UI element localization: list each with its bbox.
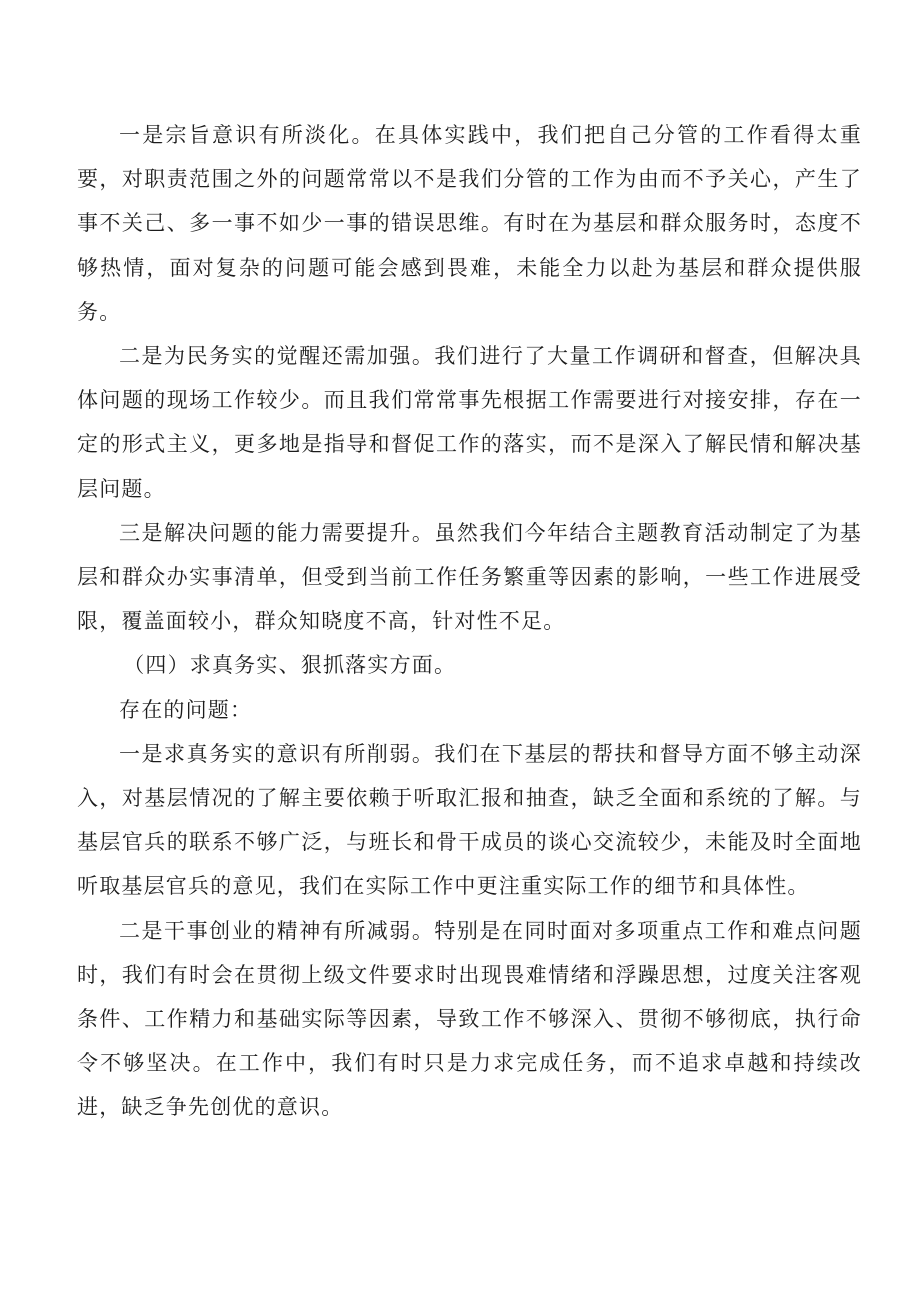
- problems-label: 存在的问题：: [119, 697, 253, 722]
- paragraph-purpose-awareness: 一是宗旨意识有所淡化。在具体实践中，我们把自己分管的工作看得太重要，对职责范围之外的问题常常以不是我们分管的工作为由而不予关心，产生了事不关己、多一事不如少一事的错误思维。有时在为基层和群众服务时，态度不够热情，面对复杂的问题可能会感到畏难，未能全力以赴为基层和群众提供服务。: [77, 123, 862, 324]
- paragraph-problem-solving: 三是解决问题的能力需要提升。虽然我们今年结合主题教育活动制定了为基层和群众办实事清单，但受到当前工作任务繁重等因素的影响，一些工作进展受限，覆盖面较小，群众知晓度不高，针对性不足。: [77, 520, 862, 634]
- section-heading: （四）求真务实、狠抓落实方面。: [123, 653, 457, 678]
- paragraph-serving-people: 二是为民务实的觉醒还需加强。我们进行了大量工作调研和督查，但解决具体问题的现场工作较少。而且我们常常事先根据工作需要进行对接安排，存在一定的形式主义，更多地是指导和督促工作的落实，而不是深入了解民情和解决基层问题。: [77, 344, 862, 501]
- paragraph-pragmatic-awareness: 一是求真务实的意识有所削弱。我们在下基层的帮扶和督导方面不够主动深入，对基层情况的了解主要依赖于听取汇报和抽查，缺乏全面和系统的了解。与基层官兵的联系不够广泛，与班长和骨干成员的谈心交流较少，未能及时全面地听取基层官兵的意见，我们在实际工作中更注重实际工作的细节和具体性。: [77, 741, 862, 899]
- paragraph-entrepreneurial-spirit: 二是干事创业的精神有所减弱。特别是在同时面对多项重点工作和难点问题时，我们有时会在贯彻上级文件要求时出现畏难情绪和浮躁思想，过度关注客观条件、工作精力和基础实际等因素，导致工作不够深入、贯彻不够彻底，执行命令不够坚决。在工作中，我们有时只是力求完成任务，而不追求卓越和持续改进，缺乏争先创优的意识。: [77, 918, 862, 1120]
